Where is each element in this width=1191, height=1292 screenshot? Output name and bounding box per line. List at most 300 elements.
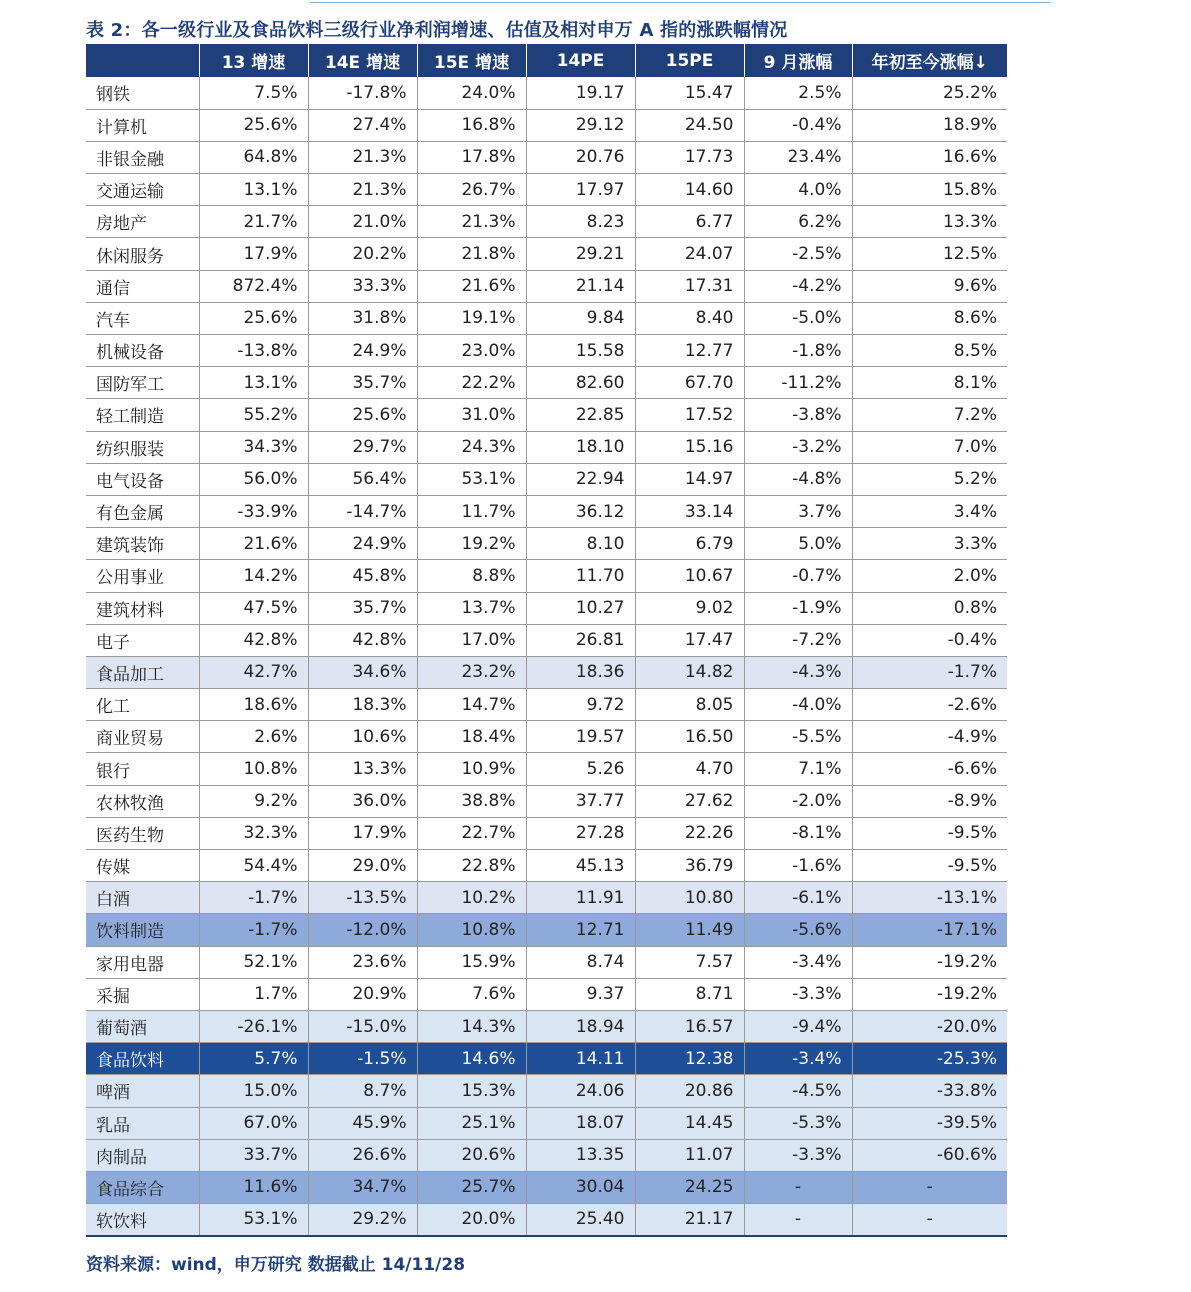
ytd-change-cell: -1.7% [852,656,1007,688]
sep-change-cell: -4.3% [744,656,852,688]
ytd-change-cell: -33.8% [852,1075,1007,1107]
table-row [86,495,1007,527]
pe-14-cell: 45.13 [526,850,635,882]
industry-name-cell: 食品综合 [86,1171,199,1203]
table-row [86,109,1007,141]
industry-name-cell: 机械设备 [86,335,199,367]
pe-15-cell: 11.07 [635,1139,744,1171]
ytd-change-cell: - [852,1204,1007,1236]
growth-14e-cell: 18.3% [308,689,417,721]
growth-13-cell: 47.5% [199,592,308,624]
ytd-change-cell: -20.0% [852,1010,1007,1042]
sep-change-cell: 2.5% [744,77,852,109]
growth-14e-cell: 26.6% [308,1139,417,1171]
header-sep-change: 9 月涨幅 [744,44,852,77]
pe-14-cell: 5.26 [526,753,635,785]
ytd-change-cell: 3.3% [852,528,1007,560]
sep-change-cell: 6.2% [744,206,852,238]
ytd-change-cell: -13.1% [852,882,1007,914]
pe-15-cell: 14.45 [635,1107,744,1139]
industry-name-cell: 计算机 [86,109,199,141]
sep-change-cell: -4.0% [744,689,852,721]
sep-change-cell: -5.3% [744,1107,852,1139]
pe-14-cell: 24.06 [526,1075,635,1107]
growth-14e-cell: 31.8% [308,302,417,334]
ytd-change-cell: 7.0% [852,431,1007,463]
source-note: 资料来源：wind，申万研究 数据截止 14/11/28 [86,1255,466,1275]
sep-change-cell: -8.1% [744,817,852,849]
pe-14-cell: 82.60 [526,367,635,399]
pe-15-cell: 8.71 [635,978,744,1010]
pe-15-cell: 21.17 [635,1204,744,1236]
growth-15e-cell: 38.8% [417,785,526,817]
industry-name-cell: 建筑材料 [86,592,199,624]
growth-13-cell: 54.4% [199,850,308,882]
ytd-change-cell: 5.2% [852,463,1007,495]
growth-15e-cell: 53.1% [417,463,526,495]
industry-name-cell: 公用事业 [86,560,199,592]
header-15pe: 15PE [635,44,744,77]
table-row [86,1075,1007,1107]
growth-15e-cell: 26.7% [417,174,526,206]
industry-name-cell: 医药生物 [86,817,199,849]
pe-14-cell: 18.10 [526,431,635,463]
table-row [86,1043,1007,1075]
growth-14e-cell: 21.3% [308,174,417,206]
growth-13-cell: 11.6% [199,1171,308,1203]
pe-15-cell: 9.02 [635,592,744,624]
growth-14e-cell: 35.7% [308,367,417,399]
sep-change-cell: -3.4% [744,946,852,978]
growth-14e-cell: 25.6% [308,399,417,431]
pe-15-cell: 24.25 [635,1171,744,1203]
ytd-change-cell: -4.9% [852,721,1007,753]
pe-14-cell: 36.12 [526,495,635,527]
pe-15-cell: 6.79 [635,528,744,560]
pe-15-cell: 7.57 [635,946,744,978]
pe-15-cell: 12.77 [635,335,744,367]
industry-name-cell: 汽车 [86,302,199,334]
table-row [86,367,1007,399]
growth-14e-cell: 17.9% [308,817,417,849]
growth-13-cell: 14.2% [199,560,308,592]
table-body [86,77,1007,1236]
industry-name-cell: 通信 [86,270,199,302]
growth-13-cell: 10.8% [199,753,308,785]
industry-name-cell: 啤酒 [86,1075,199,1107]
growth-13-cell: 25.6% [199,109,308,141]
pe-15-cell: 24.07 [635,238,744,270]
sep-change-cell: 7.1% [744,753,852,785]
industry-name-cell: 白酒 [86,882,199,914]
industry-name-cell: 商业贸易 [86,721,199,753]
pe-14-cell: 8.74 [526,946,635,978]
growth-14e-cell: 34.6% [308,656,417,688]
growth-14e-cell: 36.0% [308,785,417,817]
table-row [86,141,1007,173]
sep-change-cell: -5.0% [744,302,852,334]
growth-15e-cell: 14.3% [417,1010,526,1042]
pe-14-cell: 20.76 [526,141,635,173]
growth-15e-cell: 17.8% [417,141,526,173]
growth-15e-cell: 31.0% [417,399,526,431]
ytd-change-cell: - [852,1171,1007,1203]
pe-14-cell: 37.77 [526,785,635,817]
growth-15e-cell: 21.6% [417,270,526,302]
pe-14-cell: 12.71 [526,914,635,946]
industry-name-cell: 非银金融 [86,141,199,173]
pe-15-cell: 17.73 [635,141,744,173]
sep-change-cell: -6.1% [744,882,852,914]
growth-14e-cell: 24.9% [308,335,417,367]
table-row [86,978,1007,1010]
growth-14e-cell: 45.8% [308,560,417,592]
growth-15e-cell: 14.6% [417,1043,526,1075]
table-row [86,850,1007,882]
ytd-change-cell: -8.9% [852,785,1007,817]
pe-15-cell: 14.60 [635,174,744,206]
sep-change-cell: 5.0% [744,528,852,560]
pe-15-cell: 8.40 [635,302,744,334]
pe-15-cell: 14.82 [635,656,744,688]
industry-name-cell: 交通运输 [86,174,199,206]
sep-change-cell: -2.0% [744,785,852,817]
growth-14e-cell: 33.3% [308,270,417,302]
growth-14e-cell: 10.6% [308,721,417,753]
ytd-change-cell: 2.0% [852,560,1007,592]
table-row [86,592,1007,624]
sep-change-cell: -4.8% [744,463,852,495]
ytd-change-cell: -19.2% [852,946,1007,978]
ytd-change-cell: -0.4% [852,624,1007,656]
growth-13-cell: -26.1% [199,1010,308,1042]
table-row [86,528,1007,560]
ytd-change-cell: 13.3% [852,206,1007,238]
pe-15-cell: 17.31 [635,270,744,302]
sep-change-cell: - [744,1171,852,1203]
growth-13-cell: 13.1% [199,367,308,399]
sep-change-cell: -1.6% [744,850,852,882]
pe-15-cell: 17.47 [635,624,744,656]
growth-13-cell: 53.1% [199,1204,308,1236]
pe-14-cell: 29.21 [526,238,635,270]
sep-change-cell: - [744,1204,852,1236]
growth-15e-cell: 19.1% [417,302,526,334]
growth-14e-cell: 20.9% [308,978,417,1010]
growth-13-cell: -1.7% [199,882,308,914]
industry-name-cell: 国防军工 [86,367,199,399]
growth-13-cell: 9.2% [199,785,308,817]
growth-13-cell: 17.9% [199,238,308,270]
growth-15e-cell: 15.9% [417,946,526,978]
growth-15e-cell: 23.2% [417,656,526,688]
sep-change-cell: 4.0% [744,174,852,206]
pe-14-cell: 10.27 [526,592,635,624]
ytd-change-cell: -17.1% [852,914,1007,946]
header-14pe: 14PE [526,44,635,77]
growth-13-cell: 34.3% [199,431,308,463]
industry-name-cell: 有色金属 [86,495,199,527]
pe-15-cell: 10.67 [635,560,744,592]
ytd-change-cell: 3.4% [852,495,1007,527]
industry-table [86,44,1007,1237]
growth-13-cell: 52.1% [199,946,308,978]
growth-14e-cell: 42.8% [308,624,417,656]
growth-15e-cell: 10.8% [417,914,526,946]
industry-name-cell: 农林牧渔 [86,785,199,817]
industry-name-cell: 轻工制造 [86,399,199,431]
growth-13-cell: 21.7% [199,206,308,238]
table-row [86,914,1007,946]
industry-name-cell: 纺织服装 [86,431,199,463]
industry-name-cell: 肉制品 [86,1139,199,1171]
pe-15-cell: 36.79 [635,850,744,882]
pe-15-cell: 6.77 [635,206,744,238]
growth-15e-cell: 23.0% [417,335,526,367]
header-ytd-change: 年初至今涨幅↓ [852,44,1007,77]
growth-14e-cell: 27.4% [308,109,417,141]
table-header-row [86,44,1007,77]
table-row [86,1139,1007,1171]
pe-15-cell: 8.05 [635,689,744,721]
pe-14-cell: 18.07 [526,1107,635,1139]
ytd-change-cell: -19.2% [852,978,1007,1010]
growth-14e-cell: 56.4% [308,463,417,495]
pe-15-cell: 10.80 [635,882,744,914]
growth-15e-cell: 7.6% [417,978,526,1010]
growth-14e-cell: 29.2% [308,1204,417,1236]
pe-15-cell: 22.26 [635,817,744,849]
table-row [86,689,1007,721]
ytd-change-cell: 18.9% [852,109,1007,141]
pe-15-cell: 15.47 [635,77,744,109]
table-row [86,560,1007,592]
ytd-change-cell: 8.5% [852,335,1007,367]
table-row [86,174,1007,206]
top-rule [310,2,1050,3]
table-row [86,817,1007,849]
sep-change-cell: -5.6% [744,914,852,946]
growth-13-cell: 5.7% [199,1043,308,1075]
table-row [86,431,1007,463]
pe-14-cell: 19.17 [526,77,635,109]
table-title: 表 2：各一级行业及食品饮料三级行业净利润增速、估值及相对申万 A 指的涨跌幅情况 [86,20,788,41]
sep-change-cell: -2.5% [744,238,852,270]
pe-14-cell: 17.97 [526,174,635,206]
industry-name-cell: 钢铁 [86,77,199,109]
pe-14-cell: 25.40 [526,1204,635,1236]
growth-14e-cell: 45.9% [308,1107,417,1139]
pe-14-cell: 11.70 [526,560,635,592]
growth-13-cell: 872.4% [199,270,308,302]
ytd-change-cell: 0.8% [852,592,1007,624]
table-row [86,656,1007,688]
pe-14-cell: 14.11 [526,1043,635,1075]
pe-14-cell: 18.36 [526,656,635,688]
growth-14e-cell: 13.3% [308,753,417,785]
sep-change-cell: -3.4% [744,1043,852,1075]
growth-13-cell: 1.7% [199,978,308,1010]
industry-name-cell: 传媒 [86,850,199,882]
growth-14e-cell: 29.0% [308,850,417,882]
industry-name-cell: 乳品 [86,1107,199,1139]
pe-14-cell: 13.35 [526,1139,635,1171]
growth-14e-cell: 21.0% [308,206,417,238]
growth-13-cell: 56.0% [199,463,308,495]
industry-name-cell: 食品加工 [86,656,199,688]
ytd-change-cell: -6.6% [852,753,1007,785]
pe-14-cell: 15.58 [526,335,635,367]
growth-15e-cell: 19.2% [417,528,526,560]
growth-15e-cell: 22.7% [417,817,526,849]
industry-name-cell: 葡萄酒 [86,1010,199,1042]
growth-13-cell: 55.2% [199,399,308,431]
table-row [86,238,1007,270]
sep-change-cell: -3.3% [744,1139,852,1171]
pe-15-cell: 24.50 [635,109,744,141]
growth-13-cell: 18.6% [199,689,308,721]
industry-name-cell: 电气设备 [86,463,199,495]
industry-name-cell: 化工 [86,689,199,721]
growth-15e-cell: 25.1% [417,1107,526,1139]
sep-change-cell: -0.7% [744,560,852,592]
growth-15e-cell: 13.7% [417,592,526,624]
table-row [86,1204,1007,1236]
industry-name-cell: 休闲服务 [86,238,199,270]
growth-15e-cell: 24.3% [417,431,526,463]
growth-13-cell: 7.5% [199,77,308,109]
growth-14e-cell: -15.0% [308,1010,417,1042]
sep-change-cell: -3.2% [744,431,852,463]
ytd-change-cell: 8.6% [852,302,1007,334]
sep-change-cell: -3.8% [744,399,852,431]
pe-14-cell: 21.14 [526,270,635,302]
growth-13-cell: 13.1% [199,174,308,206]
growth-14e-cell: -14.7% [308,495,417,527]
growth-14e-cell: -12.0% [308,914,417,946]
growth-15e-cell: 15.3% [417,1075,526,1107]
ytd-change-cell: -9.5% [852,850,1007,882]
pe-14-cell: 18.94 [526,1010,635,1042]
growth-14e-cell: -13.5% [308,882,417,914]
sep-change-cell: 3.7% [744,495,852,527]
pe-14-cell: 9.37 [526,978,635,1010]
table-row [86,77,1007,109]
growth-15e-cell: 8.8% [417,560,526,592]
table-row [86,1010,1007,1042]
industry-name-cell: 饮料制造 [86,914,199,946]
industry-name-cell: 银行 [86,753,199,785]
pe-14-cell: 8.23 [526,206,635,238]
header-14e-growth: 14E 增速 [308,44,417,77]
growth-14e-cell: -17.8% [308,77,417,109]
pe-14-cell: 27.28 [526,817,635,849]
growth-13-cell: 2.6% [199,721,308,753]
growth-14e-cell: 24.9% [308,528,417,560]
growth-15e-cell: 24.0% [417,77,526,109]
growth-13-cell: 42.8% [199,624,308,656]
table-row [86,882,1007,914]
ytd-change-cell: 25.2% [852,77,1007,109]
table-row [86,206,1007,238]
sep-change-cell: -4.5% [744,1075,852,1107]
growth-15e-cell: 17.0% [417,624,526,656]
ytd-change-cell: -60.6% [852,1139,1007,1171]
industry-name-cell: 软饮料 [86,1204,199,1236]
pe-14-cell: 22.94 [526,463,635,495]
table-row [86,1171,1007,1203]
header-industry [86,44,199,77]
pe-14-cell: 11.91 [526,882,635,914]
growth-15e-cell: 21.3% [417,206,526,238]
table-row [86,721,1007,753]
table-row [86,399,1007,431]
growth-15e-cell: 11.7% [417,495,526,527]
growth-14e-cell: 35.7% [308,592,417,624]
table-row [86,1107,1007,1139]
pe-15-cell: 16.57 [635,1010,744,1042]
industry-name-cell: 食品饮料 [86,1043,199,1075]
pe-15-cell: 33.14 [635,495,744,527]
table-row [86,302,1007,334]
growth-14e-cell: 20.2% [308,238,417,270]
growth-13-cell: -13.8% [199,335,308,367]
growth-15e-cell: 14.7% [417,689,526,721]
growth-15e-cell: 16.8% [417,109,526,141]
growth-13-cell: 32.3% [199,817,308,849]
industry-name-cell: 采掘 [86,978,199,1010]
growth-14e-cell: 23.6% [308,946,417,978]
growth-14e-cell: 21.3% [308,141,417,173]
pe-15-cell: 67.70 [635,367,744,399]
growth-13-cell: 42.7% [199,656,308,688]
growth-14e-cell: 34.7% [308,1171,417,1203]
pe-15-cell: 20.86 [635,1075,744,1107]
sep-change-cell: -5.5% [744,721,852,753]
growth-13-cell: 15.0% [199,1075,308,1107]
table-row [86,335,1007,367]
ytd-change-cell: -2.6% [852,689,1007,721]
growth-13-cell: 21.6% [199,528,308,560]
growth-15e-cell: 20.0% [417,1204,526,1236]
pe-15-cell: 12.38 [635,1043,744,1075]
pe-15-cell: 27.62 [635,785,744,817]
ytd-change-cell: 12.5% [852,238,1007,270]
sep-change-cell: -7.2% [744,624,852,656]
sep-change-cell: -9.4% [744,1010,852,1042]
growth-15e-cell: 10.9% [417,753,526,785]
pe-15-cell: 17.52 [635,399,744,431]
pe-14-cell: 19.57 [526,721,635,753]
growth-15e-cell: 10.2% [417,882,526,914]
table-row [86,946,1007,978]
table-row [86,785,1007,817]
growth-15e-cell: 21.8% [417,238,526,270]
ytd-change-cell: 16.6% [852,141,1007,173]
sep-change-cell: 23.4% [744,141,852,173]
pe-14-cell: 29.12 [526,109,635,141]
growth-15e-cell: 18.4% [417,721,526,753]
ytd-change-cell: -25.3% [852,1043,1007,1075]
sep-change-cell: -0.4% [744,109,852,141]
industry-name-cell: 电子 [86,624,199,656]
pe-14-cell: 30.04 [526,1171,635,1203]
growth-13-cell: 25.6% [199,302,308,334]
table-row [86,753,1007,785]
table-row [86,270,1007,302]
pe-14-cell: 9.72 [526,689,635,721]
sep-change-cell: -3.3% [744,978,852,1010]
